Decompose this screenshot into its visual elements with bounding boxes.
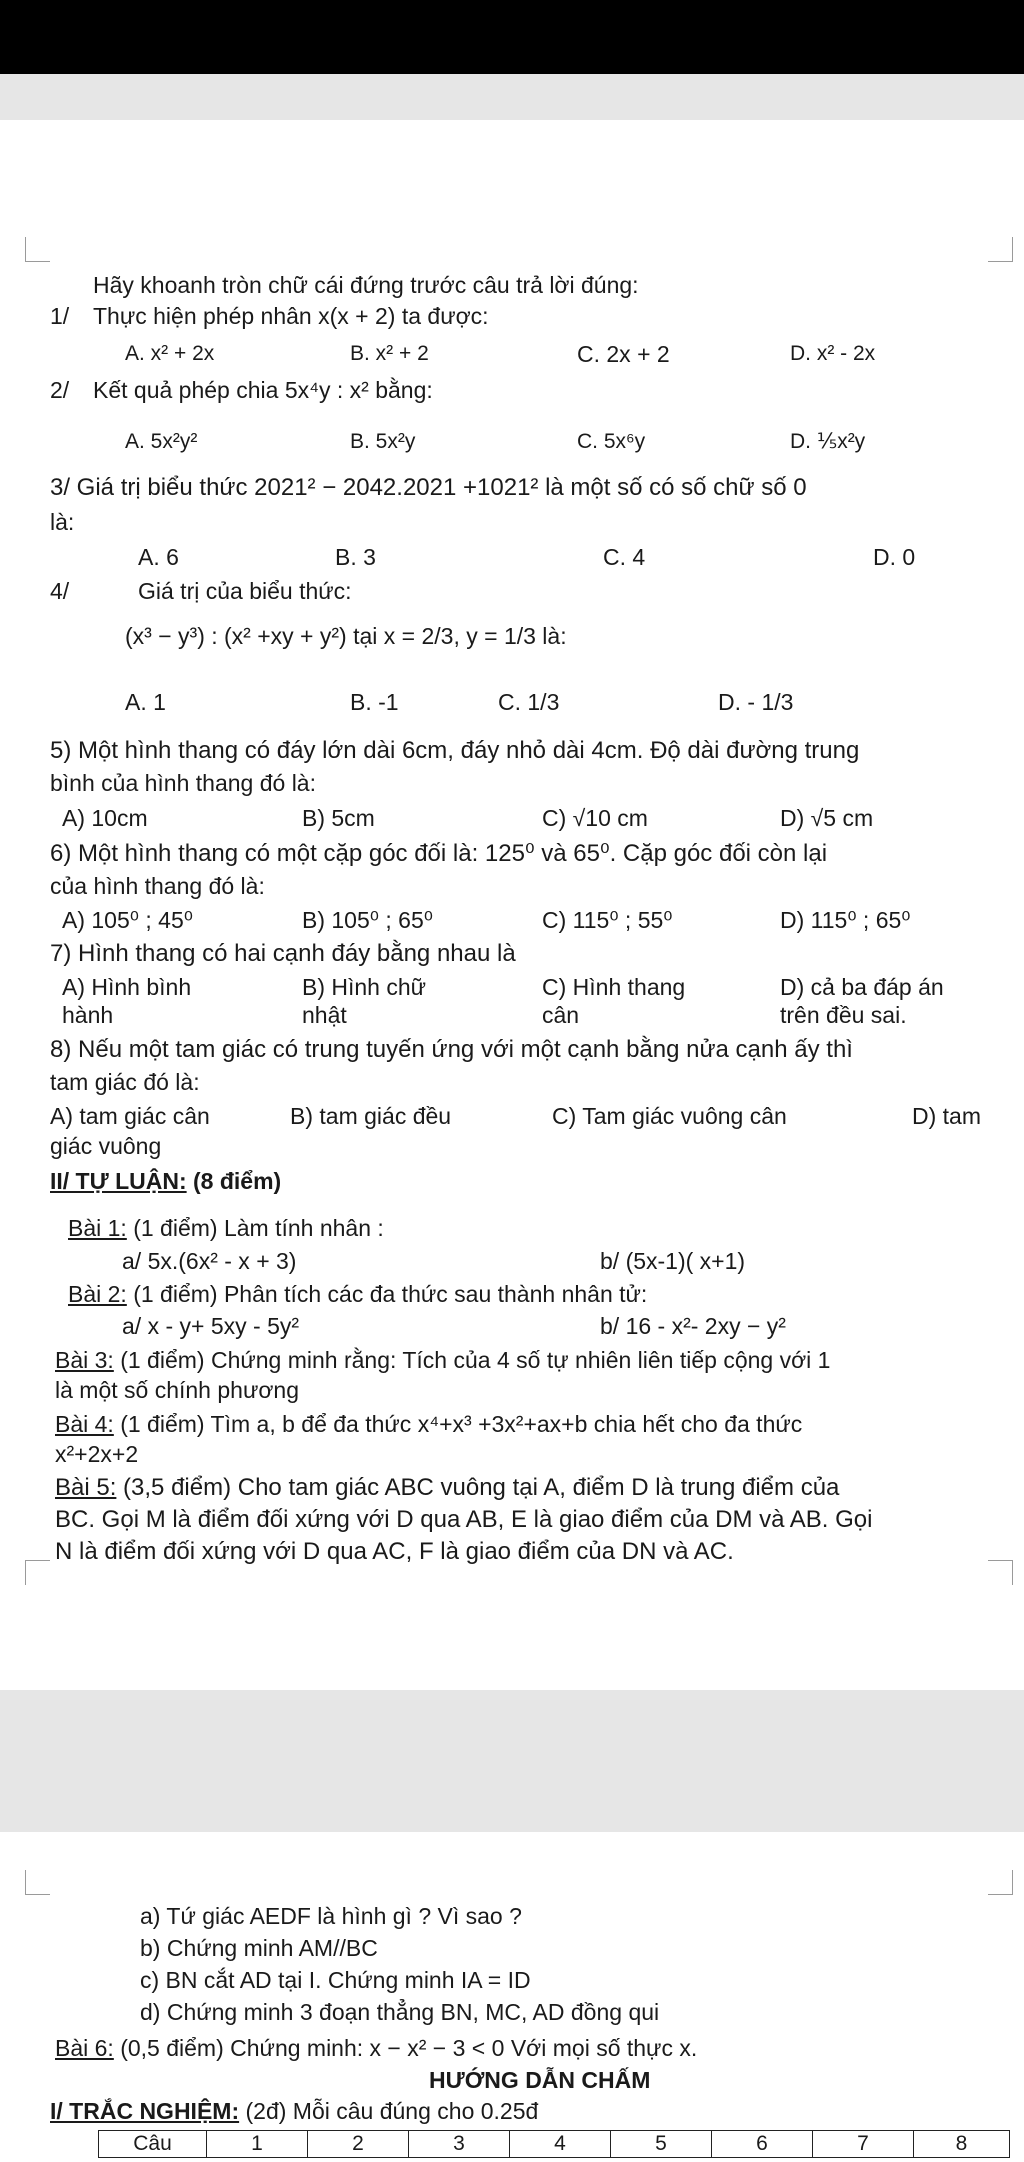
table-cell: 8	[914, 2131, 1010, 2158]
table-cell: 5	[611, 2131, 712, 2158]
expression: (x³ − y³) : (x² +xy + y²) tại x = 2/3, y = 1/3 là:	[125, 623, 567, 649]
margin-corner-mark	[988, 237, 1013, 262]
question-text-cont: bình của hình thang đó là:	[50, 770, 316, 796]
option-d: D. - 1/3	[718, 689, 794, 715]
option-c-cont: cân	[542, 1002, 580, 1028]
option-a: A. 5x²y²	[125, 430, 198, 453]
exercise-4	[55, 1410, 802, 1438]
question-text-cont: tam giác đó là:	[50, 1069, 200, 1095]
option-b-cont: nhật	[302, 1002, 347, 1028]
page-gap-top	[0, 74, 1024, 120]
option-d: D) tam	[912, 1103, 981, 1129]
exercise-part-a: a/ x - y+ 5xy - 5y²	[122, 1313, 300, 1339]
exercise-text: (0,5 điểm) Chứng minh: x − x² − 3 < 0 Với mọi số thực x.	[113, 2035, 698, 2061]
option-d: D. ⅕x²y	[790, 430, 866, 453]
exercise-label: Bài 3:	[55, 1347, 114, 1373]
table-cell: 7	[813, 2131, 914, 2158]
exercise-text: (1 điểm) Tìm a, b để đa thức x⁴+x³ +3x²+ax+b chia hết cho đa thức	[113, 1411, 803, 1437]
question-text: 5) Một hình thang có đáy lớn dài 6cm, đáy nhỏ dài 4cm. Độ dài đường trung	[50, 737, 860, 764]
exercise-label: Bài 5:	[55, 1474, 117, 1501]
option-b: B) 5cm	[302, 805, 375, 831]
margin-corner-mark	[988, 1560, 1013, 1585]
table-cell: 3	[409, 2131, 510, 2158]
table-cell: 2	[308, 2131, 409, 2158]
table-cell: Câu	[99, 2131, 207, 2158]
instruction-text: Hãy khoanh tròn chữ cái đứng trước câu trả lời đúng:	[93, 272, 639, 298]
question-text: Kết quả phép chia 5x⁴y : x² bằng:	[93, 377, 433, 403]
option-c: C) √10 cm	[542, 805, 648, 831]
option-c: C. 5x⁶y	[577, 430, 646, 453]
exercise-text: (1 điểm) Làm tính nhân :	[126, 1215, 384, 1241]
option-d: D. x² - 2x	[790, 342, 876, 365]
option-d: D. 0	[873, 544, 916, 570]
option-b: B. 5x²y	[350, 430, 416, 453]
section-label: I/ TRẮC NGHIỆM:	[50, 2098, 240, 2124]
option-c: C. 1/3	[498, 689, 560, 715]
question-text-cont: của hình thang đó là:	[50, 873, 265, 899]
option-a: A) Hình bình	[62, 974, 192, 1000]
answer-table	[98, 2130, 1010, 2158]
exercise-5-part-d: d) Chứng minh 3 đoạn thẳng BN, MC, AD đồng qui	[140, 1999, 660, 2025]
option-b: B. 3	[335, 544, 376, 570]
option-a: A) 105⁰ ; 45⁰	[62, 907, 193, 933]
option-b: B) tam giác đều	[290, 1103, 452, 1129]
section-text: (2đ) Mỗi câu đúng cho 0.25đ	[239, 2098, 539, 2124]
exercise-6	[55, 2034, 697, 2062]
exercise-1	[68, 1214, 384, 1242]
option-c: C) Hình thang	[542, 974, 686, 1000]
exercise-text-cont: là một số chính phương	[55, 1377, 300, 1403]
option-a: A. 1	[125, 689, 166, 715]
table-cell: 6	[712, 2131, 813, 2158]
option-a: A) 10cm	[62, 805, 148, 831]
exercise-label: Bài 6:	[55, 2035, 114, 2061]
question-text: 8) Nếu một tam giác có trung tuyến ứng với một cạnh bằng nửa cạnh ấy thì	[50, 1036, 853, 1063]
top-black-bar	[0, 0, 1024, 74]
question-text: Giá trị của biểu thức:	[138, 578, 352, 604]
question-text: 7) Hình thang có hai cạnh đáy bằng nhau là	[50, 940, 516, 967]
option-d-cont: giác vuông	[50, 1133, 162, 1159]
option-d: D) √5 cm	[780, 805, 874, 831]
exercise-part-a: a/ 5x.(6x² - x + 3)	[122, 1248, 297, 1274]
option-b: B. x² + 2	[350, 342, 429, 365]
exercise-3	[55, 1346, 830, 1374]
option-c: C. 4	[603, 544, 646, 570]
question-text-cont: là:	[50, 509, 75, 535]
question-number: 1/	[50, 303, 70, 329]
exercise-text-cont: N là điểm đối xứng với D qua AC, F là giao điểm của DN và AC.	[55, 1538, 734, 1565]
option-d-cont: trên đều sai.	[780, 1002, 907, 1028]
margin-corner-mark	[988, 1870, 1013, 1895]
margin-corner-mark	[25, 237, 50, 262]
question-text: Thực hiện phép nhân x(x + 2) ta được:	[93, 303, 489, 329]
margin-corner-mark	[25, 1560, 50, 1585]
exercise-text-cont: BC. Gọi M là điểm đối xứng với D qua AB, E là giao điểm của DM và AB. Gọi	[55, 1506, 873, 1533]
question-number: 2/	[50, 377, 70, 403]
exercise-text-cont: x²+2x+2	[55, 1441, 139, 1467]
option-b: B) 105⁰ ; 65⁰	[302, 907, 433, 933]
table-row	[99, 2131, 1010, 2158]
exercise-2	[68, 1280, 647, 1308]
option-c: C. 2x + 2	[577, 341, 670, 367]
question-number: 4/	[50, 578, 70, 604]
section-points: (8 điểm)	[186, 1168, 282, 1194]
exercise-label: Bài 1:	[68, 1215, 127, 1241]
option-a: A. x² + 2x	[125, 342, 215, 365]
exercise-5-part-c: c) BN cắt AD tại I. Chứng minh IA = ID	[140, 1967, 531, 1993]
question-text: 3/ Giá trị biểu thức 2021² − 2042.2021 +1021² là một số có số chữ số 0	[50, 474, 807, 501]
margin-corner-mark	[25, 1870, 50, 1895]
table-cell: 4	[510, 2131, 611, 2158]
exercise-part-b: b/ 16 - x²- 2xy − y²	[600, 1313, 786, 1339]
option-b: B. -1	[350, 689, 399, 715]
exercise-text: (3,5 điểm) Cho tam giác ABC vuông tại A, điểm D là trung điểm của	[116, 1474, 840, 1501]
table-cell: 1	[207, 2131, 308, 2158]
option-a: A) tam giác cân	[50, 1103, 210, 1129]
section-heading	[50, 1167, 281, 1195]
exercise-label: Bài 4:	[55, 1411, 114, 1437]
section-label: II/ TỰ LUẬN:	[50, 1168, 187, 1194]
option-d: D) cả ba đáp án	[780, 974, 944, 1000]
exercise-text: (1 điểm) Chứng minh rằng: Tích của 4 số tự nhiên liên tiếp cộng với 1	[113, 1347, 831, 1373]
option-c: C) Tam giác vuông cân	[552, 1103, 787, 1129]
option-c: C) 115⁰ ; 55⁰	[542, 907, 673, 933]
option-d: D) 115⁰ ; 65⁰	[780, 907, 911, 933]
exercise-label: Bài 2:	[68, 1281, 127, 1307]
guide-part-1	[50, 2097, 538, 2125]
guide-title: HƯỚNG DẪN CHẤM	[429, 2067, 651, 2093]
question-text: 6) Một hình thang có một cặp góc đối là: 125⁰ và 65⁰. Cặp góc đối còn lại	[50, 840, 828, 867]
exercise-part-b: b/ (5x-1)( x+1)	[600, 1248, 746, 1274]
exercise-5-part-a: a) Tứ giác AEDF là hình gì ? Vì sao ?	[140, 1903, 522, 1929]
page-gap-middle	[0, 1690, 1024, 1832]
exercise-text: (1 điểm) Phân tích các đa thức sau thành nhân tử:	[126, 1281, 648, 1307]
exercise-5-part-b: b) Chứng minh AM//BC	[140, 1935, 378, 1961]
option-b: B) Hình chữ	[302, 974, 427, 1000]
option-a: A. 6	[138, 544, 179, 570]
exercise-5	[55, 1474, 839, 1502]
option-a-cont: hành	[62, 1002, 114, 1028]
